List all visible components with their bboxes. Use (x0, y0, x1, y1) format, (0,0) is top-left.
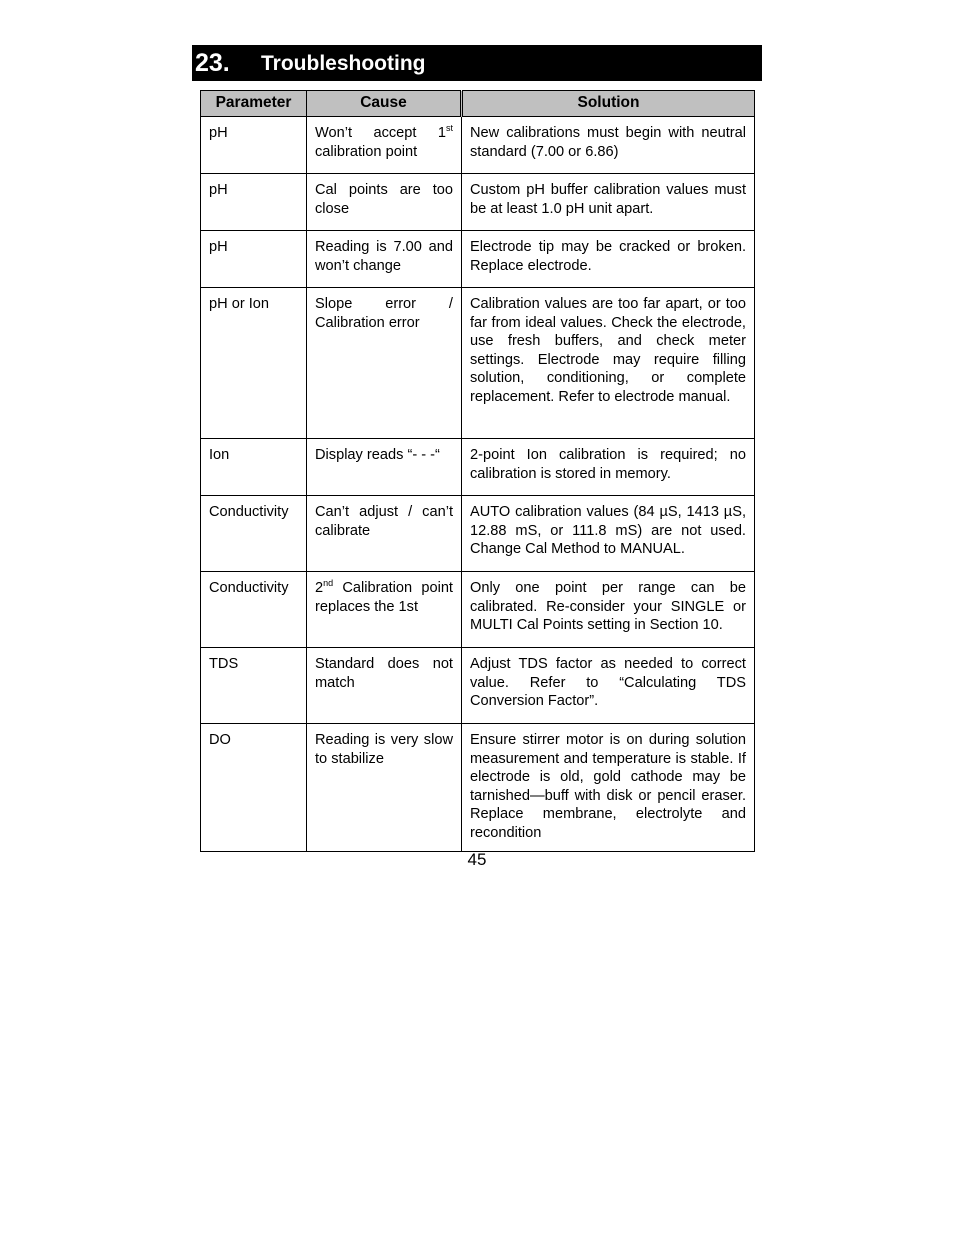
table-row (201, 572, 755, 648)
section-header (192, 45, 762, 81)
table-row (201, 439, 755, 496)
cause-cell: Reading is very slow to stabilize (307, 724, 462, 852)
parameter-cell: pH or Ion (201, 288, 307, 439)
parameter-cell: Conductivity (201, 572, 307, 648)
cause-text-continued: Calibration point replaces the 1st (315, 580, 453, 615)
header-cause: Cause (307, 91, 462, 117)
cause-cell: Cal points are too close (307, 174, 462, 231)
troubleshooting-table (200, 90, 755, 852)
cause-cell: Standard does not match (307, 648, 462, 724)
solution-cell: AUTO calibration values (84 µS, 1413 µS, 12.88 mS, or 111.8 mS) are not used. Change Cal Method to MANUAL. (462, 496, 755, 572)
cause-text: 2 (315, 580, 324, 596)
parameter-cell: pH (201, 117, 307, 174)
parameter-cell: Ion (201, 439, 307, 496)
parameter-cell: pH (201, 231, 307, 288)
solution-cell: Only one point per range can be calibrated. Re-consider your SINGLE or MULTI Cal Points setting in Section 10. (462, 572, 755, 648)
table-row (201, 117, 755, 174)
parameter-cell: Conductivity (201, 496, 307, 572)
page-number: 45 (467, 850, 487, 869)
cause-text-continued: calibration point (315, 143, 418, 160)
table-row (201, 288, 755, 439)
solution-cell: Custom pH buffer calibration values must be at least 1.0 pH unit apart. (462, 174, 755, 231)
solution-cell: Ensure stirrer motor is on during solution measurement and temperature is stable. If electrode is old, gold cathode may be tarnished—buff with disk or pencil eraser. Replace membrane, electrolyte and recondition (462, 724, 755, 852)
parameter-cell: DO (201, 724, 307, 852)
solution-cell: Calibration values are too far apart, or too far from ideal values. Check the electrode, use fresh buffers, and check meter settings. Electrode may require filling solution, conditioning, or complete replacement. Refer to electrode manual. (462, 288, 755, 439)
cause-cell: Display reads “- - -“ (307, 439, 462, 496)
solution-cell: Electrode tip may be cracked or broken. Replace electrode. (462, 231, 755, 288)
parameter-cell: pH (201, 174, 307, 231)
table-row (201, 648, 755, 724)
ordinal-suffix: st (445, 123, 453, 134)
table-row (201, 174, 755, 231)
parameter-cell: TDS (201, 648, 307, 724)
section-title: Troubleshooting (261, 52, 426, 75)
table-row (201, 231, 755, 288)
solution-cell: New calibrations must begin with neutral standard (7.00 or 6.86) (462, 117, 755, 174)
cause-cell: Slope error / Calibration error (307, 288, 462, 439)
header-parameter: Parameter (201, 91, 307, 117)
cause-cell (307, 117, 462, 174)
section-number: 23. (195, 49, 230, 77)
table-row (201, 496, 755, 572)
cause-cell: Reading is 7.00 and won’t change (307, 231, 462, 288)
cause-text: Won’t accept 1 (315, 125, 446, 141)
cause-cell: Can’t adjust / can’t calibrate (307, 496, 462, 572)
solution-cell: Adjust TDS factor as needed to correct value. Refer to “Calculating TDS Conversion Factor”. (462, 648, 755, 724)
table-row (201, 724, 755, 852)
table-header-row (201, 91, 755, 117)
cause-cell (307, 572, 462, 648)
ordinal-suffix: nd (323, 578, 334, 589)
header-solution: Solution (462, 91, 755, 117)
solution-cell: 2-point Ion calibration is required; no calibration is stored in memory. (462, 439, 755, 496)
